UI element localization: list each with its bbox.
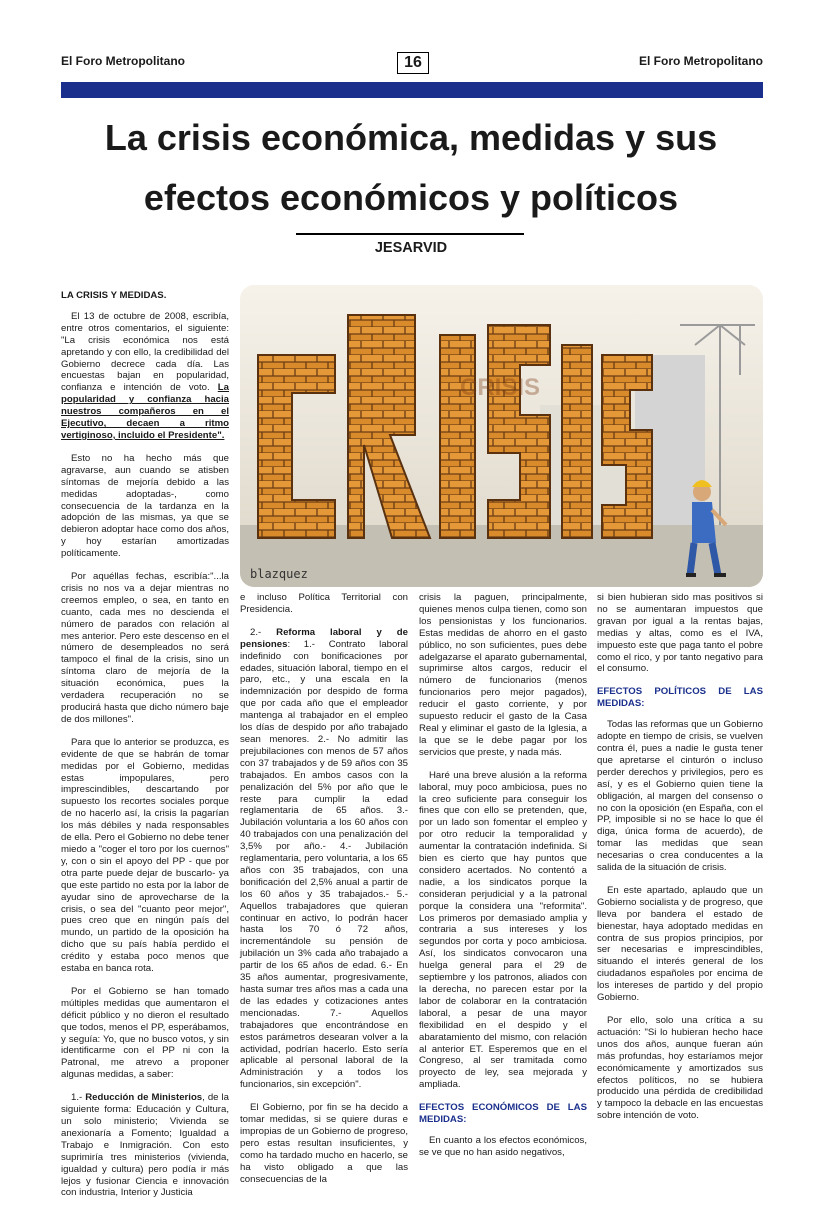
section-heading-economic-effects: EFECTOS ECONÓMICOS DE LAS MEDIDAS: (419, 1102, 587, 1126)
paragraph: Para que lo anterior se produzca, es evidente de que se habrán de tomar medidas por el Gobierno, medidas estas impopulares, pero imprescindibles, descartando por supuesto los recortes sociales porque de no hacerlo así, la crisis la pagarían los más débiles y nada responsables de ella. Pero el Gobierno no debe tener miedo a "coger el toro por los cuernos" y, con o sin el apoyo del PP - que por otra parte puede dejar de buscarlo- ya que este partido no esta por la labor de ayudar sino de aprovecharse de la crisis, o sea del "cuanto peor mejor", pues creo que en ningún país del mundo, un partido de la oposición ha dicho que su país había perdido el crédito y estaba poco menos que estaba en banca rota. (61, 736, 230, 975)
paragraph: Haré una breve alusión a la reforma laboral, muy poco ambiciosa, pues no la creo suficiente para conseguir los fines que con ello se pretenden, que, por un lado son fomentar el empleo y por otro reducir la temporalidad y aumentar la contratación indefinida. Si bien es cierto que hay puntos que considero acertados. No contentó a nadie, a los sindicatos porque la consideran perjudicial y a la patronal porque la considera una "reformita". Los primeros por demasiado amplia y contraria a sus intereses y los segundos por corta y poco ambiciosa. Así, los sindicatos convocaron una huelga general para el 29 de septiembre y los patronos, aliados con la derecha, no parecen estar por la labor de colaborar en la contratación laboral, a pesar de una mayor flexibilidad en el despido y el abaratamiento del mismo, con relación al anterior ET. Esperemos que en el Congreso, al ser tramitada como proyecto de ley, sea mejorada y ampliada. (419, 769, 587, 1091)
section-heading-political-effects: EFECTOS POLÍTICOS DE LAS MEDIDAS: (597, 686, 763, 710)
paragraph: El Gobierno, por fin se ha decido a tomar medidas, si se quiere duras e impropias de un Gobierno de progreso, pero estas resultan insuficientes, y como ha tardado mucho en hacerlo, se ha visto obligado a que las consecuencias de la (240, 1102, 408, 1185)
title-rule (296, 233, 524, 235)
article-title (40, 108, 782, 228)
paragraph: En cuanto a los efectos económicos, se ve que no han asido negativos, (419, 1134, 587, 1158)
title-line-2: efectos económicos y políticos (143, 177, 679, 218)
header-bar (61, 82, 763, 98)
cartoon-word: CRISIS (460, 374, 541, 401)
running-header-right: El Foro Metropolitano (639, 54, 763, 68)
column-3 (419, 592, 587, 1170)
title-line-1: La crisis económica, medidas y sus (104, 117, 718, 158)
paragraph: El 13 de octubre de 2008, escribía, entre otros comentarios, el siguiente: "La crisis económica nos está apretando y con ello, la credibilidad del Gobierno decrece cada día. Las encuestas bajan en popularidad, confianza e intención de voto. La popularidad y confianza hacia nuestros compañeros en el Ejecutivo, decaen a ritmo vertiginoso, incluido el Presidente". (61, 310, 229, 441)
paragraph: Esto no ha hecho más que agravarse, aun cuando se atisben síntomas de mejoría debido a las medidas adoptadas-, como consecuencia de la tardanza en la adopción de las mismas, ya que se debieron adoptar hace como dos años, y hoy estarían amortizadas políticamente. (61, 452, 229, 560)
paragraph: crisis la paguen, principalmente, quienes menos culpa tienen, como son los pensionistas y los funcionarios. Estas medidas de ahorro en el gasto público, no son suficientes, pues debe adelgazarse el aparato gubernamental, suprimirse altos cargos, reducir el número de funcionarios (menos funcionarios pero mejor pagados), reducir el gasto corriente, y por supuesto reducir el gasto de la Casa Real y eliminar el gasto de la Iglesia, a la que se le debe pagar por los servicios que preste, y nada más. (419, 592, 587, 758)
crisis-cartoon (240, 285, 763, 587)
author-byline: JESARVID (374, 240, 448, 256)
paragraph: 1.- Reducción de Ministerios, de la siguiente forma: Educación y Cultura, un solo ministerio; Vivienda se anexionaría a Fomento; Igualdad a Trabajo e Inmigración. Con esto suprimiría tres ministerios (vivienda, igualdad y cultura) pero podía ir más lejos y fusionar Ciencia e innovación con industria, Interior y Justicia (61, 1092, 229, 1199)
paragraph: Por ello, solo una crítica a su actuación: "Si lo hubieran hecho hace unos dos años, aunque fueran aún más profundas, hoy estaríamos mejor económicamente y amortizados sus efectos políticos, no se hubiera producido una pérdida de credibilidad y tampoco la debacle en las encuestas sobre intención de voto. (597, 1015, 763, 1122)
running-header-left: El Foro Metropolitano (61, 54, 185, 68)
paragraph: En este apartado, aplaudo que un Gobierno socialista y de progreso, que lleva por bandera el estado de bienestar, haya adoptado medidas en contra de sus propios principios, por ser necesarias e imprescindibles, situando el interés general de los ciudadanos españoles por encima de los intereses de partido y del propio Gobierno. (597, 884, 763, 1004)
section-heading-crisis: LA CRISIS Y MEDIDAS. (61, 290, 167, 301)
cartoon-signature: blazquez (250, 567, 308, 581)
column-2 (240, 592, 408, 1197)
paragraph: si bien hubieran sido mas positivos si no se aumentaran impuestos que gravan por igual a la rentas bajas, medias y altas, como es el IVA, impuesto este que paga tanto el pobre como el rico, y por tanto negativo para el consumo. (597, 592, 763, 675)
paragraph: Por aquéllas fechas, escribía:"...la crisis no nos va a dejar mientras no creemos empleo, o sea, en tanto en cuanto, cada mes no descienda el número de parados con relación al mes anterior. Pero este descenso en el número de desempleados no será tampoco el final de la crisis, sino un síntoma claro de mejoría de la situación económica, pues la verdadera recuperación no se producirá hasta que dicho número baje de dos millones". (61, 571, 229, 725)
column-1 (61, 290, 229, 1210)
underlined-quote: La popularidad y confianza hacia nuestros compañeros en el Ejecutivo, decaen a ritmo vertiginoso, incluido el Presidente". (61, 382, 229, 441)
paragraph: 2.- Reforma laboral y de pensiones: 1.- Contrato laboral indefinido con bonificaciones por edades, situación laboral, tiempo en el paro, etc., y una escala en la indemnización por despido de forma que por cada año que el empleador mantenga al trabajador en el empleo los días de despido por año trabajado sean menores. 2.- No admitir las prejubilaciones con menos de 57 años con 37 trabajados y de 59 años con 35 trabajados. En ambos casos con la penalización del 5% por año que le reste para cumplir la edad reglamentaria de 65 años. 3.- Jubilación voluntaria a los 60 años con 40 trabajados con una penalización del 3,5% por año.- 4.- Jubilación reglamentaria, pero voluntaria, a los 65 años con 35 trabajados, con una bonificación del 2,5% anual a partir de los 60 años y 35 trabajados.- 5.- Aquellos trabajadores que quieran continuar en activo, lo podrán hacer hasta los 70 ó 72 años, incrementándole su pensión de jubilación un 3% cada año trabajado a partir de los 65 años de edad. 6.- En 35 años aumentar, progresivamente, hasta sumar tres años mas a cada una de las edades y cotizaciones antes mencionadas. 7.- Aquellos trabajadores que encontrándose en estos parámetros desearan volver a la actividad, podrían hacerlo. Esto sería aplicable al personal laboral de la Administración y a todos los funcionarios, sin excepción". (240, 626, 408, 1091)
paragraph: Todas las reformas que un Gobierno adopte en tiempo de crisis, se vuelven contra él, pues a nadie le gusta tener que apretarse el cinturón o incluso perder derechos y privilegios, pero es así, y es el Gobierno quien tiene la obligación, al margen del consenso o no con la oposición (en España, con el PP, imposible si no se hace lo que él diga, única forma de acuerdo), de tomar las medidas que sean necesarias o crea conducentes a la salida de la situación de crisis. (597, 719, 763, 874)
column-4 (597, 592, 763, 1133)
page-number: 16 (397, 52, 429, 74)
paragraph: e incluso Política Territorial con Presidencia. (240, 592, 408, 615)
paragraph: Por el Gobierno se han tomado múltiples medidas que aumentaron el déficit público y no dieron el resultado que todos, menos el PP, esperábamos, y seguía: Yo, que no busco votos, y sin identificarme con el PP ni con la Patronal, me atrevo a proponer algunas medidas, a saber: (61, 985, 229, 1081)
